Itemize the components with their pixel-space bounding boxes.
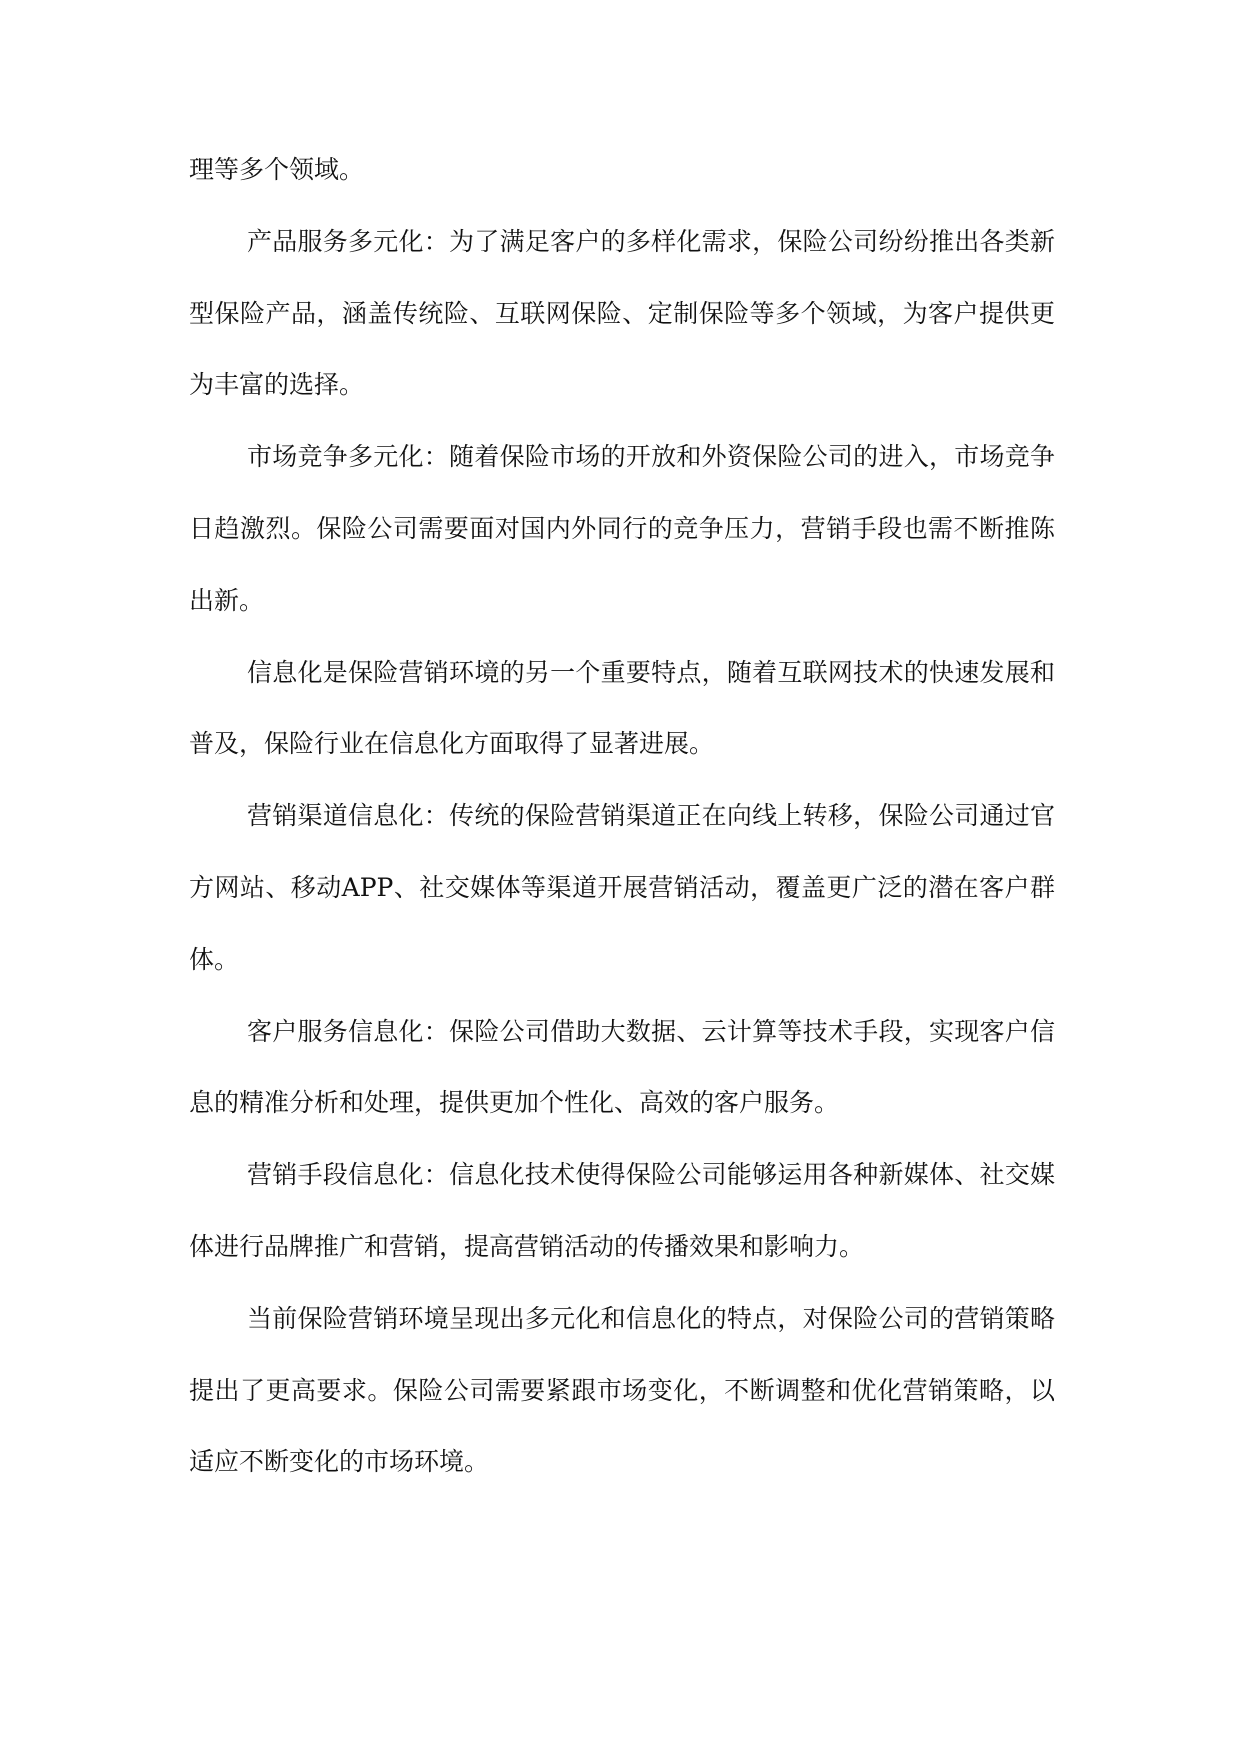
paragraph-marketing-methods: 营销手段信息化：信息化技术使得保险公司能够运用各种新媒体、社交媒体进行品牌推广和营销，提高营销活动的传播效果和影响力。 bbox=[189, 1160, 1055, 1261]
paragraph-conclusion: 当前保险营销环境呈现出多元化和信息化的特点，对保险公司的营销策略提出了更高要求。保险公司需要紧跟市场变化，不断调整和优化营销策略，以适应不断变化的市场环境。 bbox=[189, 1303, 1055, 1477]
paragraph-product-diversification: 产品服务多元化：为了满足客户的多样化需求，保险公司纷纷推出各类新型保险产品，涵盖传统险、互联网保险、定制保险等多个领域，为客户提供更为丰富的选择。 bbox=[189, 226, 1055, 400]
paragraph-informatization-intro: 信息化是保险营销环境的另一个重要特点，随着互联网技术的快速发展和普及，保险行业在信息化方面取得了显著进展。 bbox=[189, 657, 1055, 759]
document-body bbox=[189, 134, 1055, 1498]
paragraph-marketing-channels: 营销渠道信息化：传统的保险营销渠道正在向线上转移，保险公司通过官方网站、移动APP、社交媒体等渠道开展营销活动，覆盖更广泛的潜在客户群体。 bbox=[189, 801, 1055, 974]
paragraph-customer-service: 客户服务信息化：保险公司借助大数据、云计算等技术手段，实现客户信息的精准分析和处理，提供更加个性化、高效的客户服务。 bbox=[189, 1016, 1055, 1118]
paragraph-market-competition: 市场竞争多元化：随着保险市场的开放和外资保险公司的进入，市场竞争日趋激烈。保险公司需要面对国内外同行的竞争压力，营销手段也需不断推陈出新。 bbox=[189, 442, 1055, 615]
paragraph-continuation: 理等多个领域。 bbox=[189, 155, 365, 184]
